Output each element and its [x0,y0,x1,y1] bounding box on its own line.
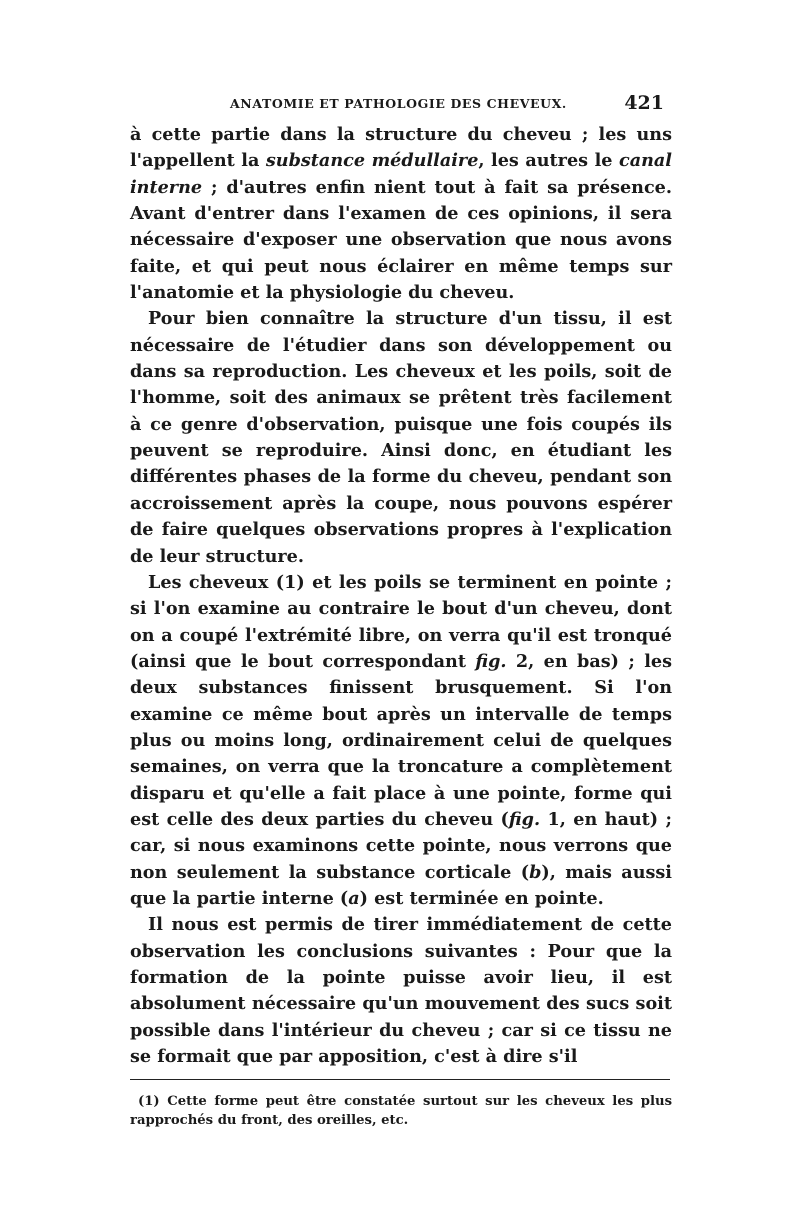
body-text [130,122,672,1070]
text-run: à cette partie dans la structure du cheveu ; les uns l'appellent la [130,124,672,172]
text-run: , les autres le [478,150,619,172]
paragraph-continuation [130,122,672,306]
italic-run: a [348,887,360,909]
text-run: ), mais aussi que la partie interne ( [130,861,672,909]
paragraph-structure [130,306,672,569]
text-run: Il nous est permis de tirer immédiatement de cette observation les conclusions suivantes : Pour que la formation de la pointe puisse avoir lieu, il est absolument nécessaire qu'un mouvement des sucs soit possible dans l'intérieur du cheveu ; car si ce tissu ne se formait que par apposition, c'est à dire s'il [130,914,672,1068]
book-page [130,92,672,1130]
running-head [130,92,672,122]
footnote-text: (1) Cette forme peut être constatée surtout sur les cheveux les plus rapprochés du front, des oreilles, etc. [130,1094,672,1129]
paragraph-conclusions [130,912,672,1070]
text-run: ; d'autres enfin nient tout à fait sa présence. Avant d'entrer dans l'examen de ces opinions, il sera nécessaire d'exposer une observation que nous avons faite, et qui peut nous éclairer en même temps sur l'anatomie et la physiologie du cheveu. [130,176,672,304]
footnote-rule [130,1079,670,1080]
page-number: 421 [624,92,664,114]
italic-run: b [529,861,542,883]
italic-run: fig. [475,650,507,672]
italic-run: canal interne [130,150,672,198]
text-run: Pour bien connaître la structure d'un tissu, il est nécessaire de l'étudier dans son développement ou dans sa reproduction. Les cheveux et les poils, soit de l'homme, soit des animaux se prêtent très facilement à ce genre d'observation, puisque une fois coupés ils peuvent se reproduire. Ainsi donc, en étudiant les différentes phases de la forme du cheveu, pendant son accroissement après la coupe, nous pouvons espérer de faire quelques observations propres à l'explication de leur structure. [130,308,672,567]
text-run: 2, en bas) ; les deux substances finissent brusquement. Si l'on examine ce même bout après un intervalle de temps plus ou moins long, ordinairement celui de quelques semaines, on verra que la troncature a complètement disparu et qu'elle a fait place à une pointe, forme qui est celle des deux parties du cheveu ( [130,650,672,830]
paragraph-observation [130,570,672,912]
italic-run: fig. [508,808,541,830]
footnote [130,1092,672,1130]
text-run: ) est terminée en pointe. [359,887,604,909]
text-run: 1, en haut) ; car, si nous examinons cette pointe, nous verrons que non seulement la substance corticale ( [130,808,672,883]
text-run: Les cheveux (1) et les poils se terminent en pointe ; si l'on examine au contraire le bout d'un cheveu, dont on a coupé l'extrémité libre, on verra qu'il est tronqué (ainsi que le bout correspondant [130,571,672,672]
running-title: ANATOMIE ET PATHOLOGIE DES CHEVEUX. [230,96,567,111]
italic-run: substance médullaire [265,150,479,172]
